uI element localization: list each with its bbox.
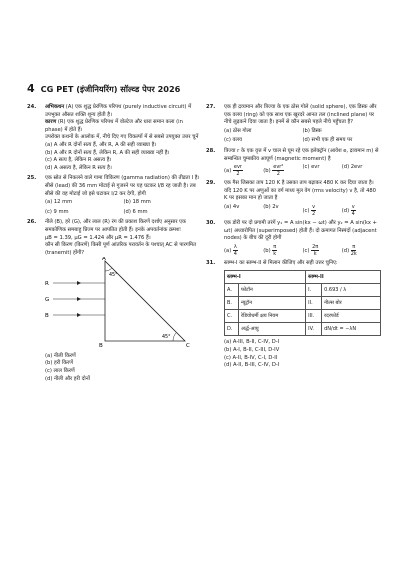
- option-c[interactable]: (c) 9 mm: [45, 208, 69, 215]
- question-text-2: कौन सी किरण (किरणें) किसी पूर्ण आंतरिक परावर्तन के पश्चात् AC से पारगमित (tranemit) होंगी?: [45, 242, 197, 256]
- option-a[interactable]: (a) नीली किरणें: [45, 352, 76, 359]
- ray-g-label: G: [45, 297, 50, 304]
- ray-b-label: B: [45, 313, 49, 320]
- question-text: एक डोरी पर दो प्रगामी तरंगें y₁ = A sin(kx − ωt) और y₂ = A sin(kx + ωt) अध्यारोपित (superimposed) होती हैं। दो क्रमागत निस्पंदों (adjacent nodes) के बीच की दूरी होगी: [224, 219, 377, 242]
- question-number: 26.: [27, 219, 37, 226]
- question-text: एक गैस जिसका ताप 120 K है उसका ताप बढ़ाकर 480 K कर दिया जाता है। यदि 120 K पर अणुओं का वर्ग माध्य मूल वेग (rms velocity) v है, तो 480 K पर इसका मान हो जाता है: [224, 180, 376, 202]
- question-number: 28.: [206, 147, 216, 154]
- option-d[interactable]: (d) सभी एक ही समय पर: [302, 137, 353, 144]
- table-row: C. रेडियोधर्मी क्षय नियम III. रदरफोर्ड: [225, 310, 381, 323]
- question-28: [206, 148, 381, 177]
- question-number: 24.: [27, 104, 37, 110]
- page-header: [27, 82, 180, 95]
- table-row: D. अर्द्ध-आयु IV. dN/dt = −λN: [225, 323, 381, 336]
- option-c[interactable]: (c) वलय: [224, 137, 242, 144]
- option-a[interactable]: (a) $\frac{\text{evr}}{2}$: [224, 164, 242, 178]
- option-c[interactable]: (c) A सत्य है, लेकिन R असत्य है।: [45, 157, 112, 164]
- option-b[interactable]: (b) A और R दोनों सत्य हैं, लेकिन R, A की सही व्याख्या नहीं है।: [45, 149, 170, 156]
- option-c[interactable]: (c) $\frac{v}{2}$: [302, 203, 316, 217]
- page-title: CG PET (इंजीनियरिंग) सॉल्व्ड पेपर 2026: [40, 84, 181, 94]
- option-c[interactable]: (c) evr: [302, 164, 320, 171]
- option-b[interactable]: (b) 18 mm: [123, 199, 151, 206]
- option-b[interactable]: (b) A-I, B-II, C-III, D-IV: [224, 346, 280, 353]
- table-header: [225, 271, 381, 284]
- question-24: [27, 104, 202, 172]
- page-number: 4: [27, 82, 35, 95]
- angle-top-label: 45°: [109, 273, 118, 279]
- question-30: [206, 220, 381, 257]
- option-a[interactable]: (a) 4v: [224, 203, 240, 210]
- question-text: नीले (B), हरे (G), और लाल (R) रंग की प्रकाश किरणें दर्शाए अनुसार एक समकोणिक समबाहु प्रिज्म पर आपतित होती हैं। इनके अपवर्तनांक क्रमशः: [45, 219, 187, 233]
- table-row: B. न्यूट्रॉन II. नील्स बोर: [225, 297, 381, 310]
- question-text: त्रिज्या r के एक वृत्त में v चाल से घूम रहे एक इलेक्ट्रॉन (आवेश e, द्रव्यमान m) से सम्बन्धित चुम्बकीय आघूर्ण (magnetic moment) है: [224, 147, 379, 162]
- left-column: [27, 104, 202, 386]
- reason: कारण (R) एक शुद्ध प्रेरणिक परिपथ में वोल्टेज और धारा समान कला (in phase) में होते हैं।: [45, 119, 183, 133]
- question-number: 29.: [206, 180, 216, 187]
- option-b[interactable]: (b) $\frac{\text{evr²}}{2}$: [263, 164, 284, 178]
- option-d[interactable]: (d) 2evr: [341, 164, 363, 171]
- option-a[interactable]: (a) $\frac{\lambda}{4}$: [224, 243, 237, 257]
- assertion: अभिकथन (A) एक शुद्ध प्रेरणिक परिपथ (purely inductive circuit) में उपभुक्त औसत शक्ति शून्य होती है।: [45, 104, 192, 118]
- option-a[interactable]: (a) A और R दोनों सत्य हैं, और R, A की सही व्याख्या है।: [45, 141, 157, 148]
- question-number: 25.: [27, 175, 37, 182]
- column-2-header: स्तम्भ-II: [306, 271, 381, 284]
- option-d[interactable]: (d) A असत्य है, लेकिन R सत्य है।: [45, 164, 112, 171]
- prism-figure: [45, 257, 195, 349]
- question-number: 31.: [206, 259, 216, 266]
- option-b[interactable]: (b) $\frac{\pi}{k}$: [263, 243, 277, 257]
- question-25: [27, 175, 202, 216]
- column-1-header: स्तम्भ-I: [225, 271, 306, 284]
- question-26: [27, 219, 202, 383]
- option-a[interactable]: (a) 12 mm: [45, 199, 73, 206]
- option-b[interactable]: (b) 2v: [263, 203, 279, 210]
- option-c[interactable]: (c) $\frac{2\pi}{k}$: [302, 243, 319, 257]
- angle-bottom-label: 45°: [162, 335, 171, 341]
- option-b[interactable]: (b) डिस्क: [302, 127, 322, 134]
- vertex-b-label: B: [99, 343, 103, 350]
- table-row: A. फोटॉन I. 0.693 / λ: [225, 284, 381, 297]
- option-a[interactable]: (a) A-III, B-II, C-IV, D-I: [224, 339, 280, 346]
- question-text: एक ही द्रव्यमान और त्रिज्या के एक ठोस गोले (solid sphere), एक डिस्क और एक वलय (ring) को एक साथ एक खुरदरे आनत तल (inclined plane) पर नीचे लुढ़कने दिया जाता है। इनमें से कौन सबसे पहले नीचे पहुँचता है?: [224, 104, 377, 126]
- option-d[interactable]: (d) नीली और हरी दोनों: [45, 375, 90, 382]
- option-a[interactable]: (a) ठोस गोला: [224, 127, 252, 134]
- match-table: [224, 270, 381, 336]
- question-27: [206, 104, 381, 145]
- ray-r-label: R: [45, 281, 49, 288]
- option-d[interactable]: (d) A-II, B-III, C-IV, D-I: [224, 362, 280, 369]
- vertex-c-label: C: [186, 343, 190, 350]
- option-b[interactable]: (b) हरी किरणें: [45, 360, 74, 367]
- question-number: 30.: [206, 219, 216, 226]
- option-c[interactable]: (c) लाल किरणें: [45, 368, 75, 375]
- option-d[interactable]: (d) $\frac{v}{4}$: [341, 203, 355, 217]
- vertex-a-label: A: [102, 257, 106, 263]
- option-d[interactable]: (d) $\frac{\pi}{2k}$: [341, 243, 357, 257]
- question-number: 27.: [206, 104, 216, 110]
- question-text: एक स्रोत से निकलने वाले गामा विकिरण (gamma radiation) की तीव्रता I है। सीसे (lead) की 36 mm मोटाई से गुजरने पर यह घटकर I/8 रह जाती है। तब सीसे की वह मोटाई जो इसे घटाकर I/2 कर देगी, होगी: [45, 175, 200, 197]
- option-d[interactable]: (d) 6 mm: [123, 208, 148, 215]
- right-column: [206, 104, 381, 373]
- instruction: उपरोक्त कथनों के आलोक में, नीचे दिए गए विकल्पों में से सबसे उपयुक्त उत्तर चुनें: [45, 134, 199, 141]
- option-c[interactable]: (c) A-II, B-IV, C-I, D-II: [224, 354, 278, 361]
- question-31: [206, 260, 381, 370]
- refractive-indices: μB = 1.39, μG = 1.424 और μR = 1.476 हैं।: [45, 234, 151, 241]
- question-29: [206, 180, 381, 217]
- question-text: स्तम्भ-I का स्तम्भ-II से मिलान कीजिए और सही उत्तर चुनिए:: [224, 259, 338, 266]
